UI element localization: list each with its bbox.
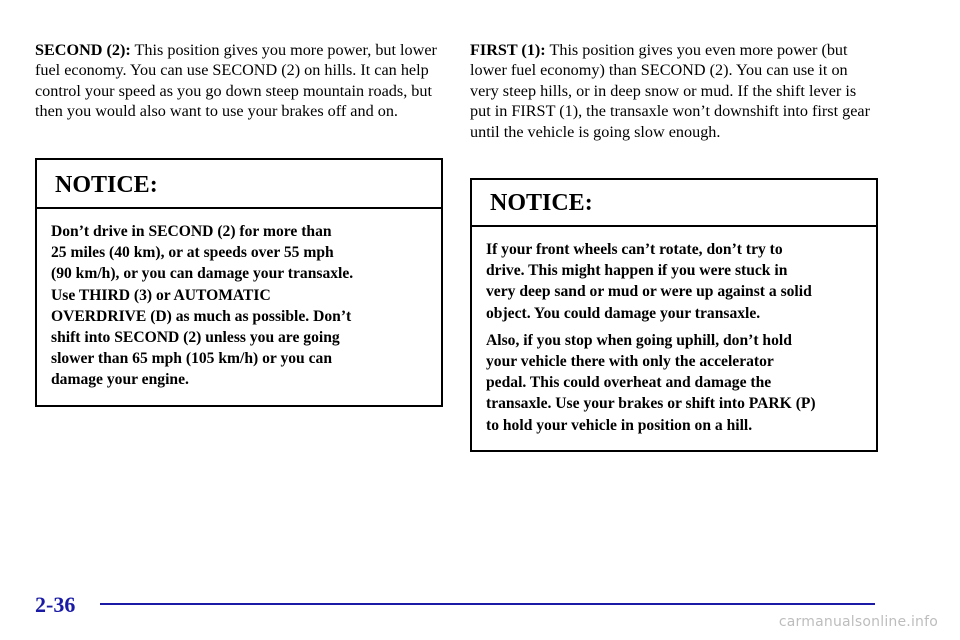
second-gear-lead: SECOND (2): — [35, 41, 131, 59]
notice-paragraph: If your front wheels can’t rotate, don’t try to drive. This might happen if you were stuck in very deep sand or mud or were up against a solid object. You could damage your transaxle. — [486, 241, 812, 322]
first-gear-paragraph — [470, 40, 878, 142]
notice-box-first — [470, 178, 878, 452]
notice-box-second — [35, 158, 443, 407]
notice-paragraph: Don’t drive in SECOND (2) for more than 25 miles (40 km), or at speeds over 55 mph (90 km/h), or you can damage your transaxle. Use THIRD (3) or AUTOMATIC OVERDRIVE (D) as much as possible. Don’t shift into SECOND (2) unless you are going slower than 65 mph (105 km/h) or you can damage your engine. — [51, 223, 354, 389]
notice-paragraph: Also, if you stop when going uphill, don’t hold your vehicle there with only the accelerator pedal. This could overheat and damage the transaxle. Use your brakes or shift into PARK (P) to hold your vehicle in position on a hill. — [486, 331, 816, 434]
second-gear-paragraph — [35, 40, 443, 122]
right-column — [470, 40, 878, 142]
second-gear-text: This position gives you more power, but lower fuel economy. You can use SECOND (2) on hills. It can help control your speed as you go down steep mountain roads, but then you would also want to use your brakes off and on. — [35, 41, 437, 121]
left-column — [35, 40, 443, 122]
watermark: carmanualsonline.info — [778, 614, 938, 630]
footer-rule — [100, 603, 875, 605]
notice-body — [472, 227, 876, 450]
notice-body — [37, 209, 441, 405]
notice-title: NOTICE: — [472, 180, 876, 227]
first-gear-lead: FIRST (1): — [470, 41, 546, 59]
page-number: 2-36 — [35, 592, 76, 617]
first-gear-text: This position gives you even more power (but lower fuel economy) than SECOND (2). You can use it on very steep hills, or in deep snow or mud. If the shift lever is put in FIRST (1), the transaxle won’t downshift into first gear until the vehicle is going slow enough. — [470, 41, 870, 141]
notice-title: NOTICE: — [37, 160, 441, 209]
